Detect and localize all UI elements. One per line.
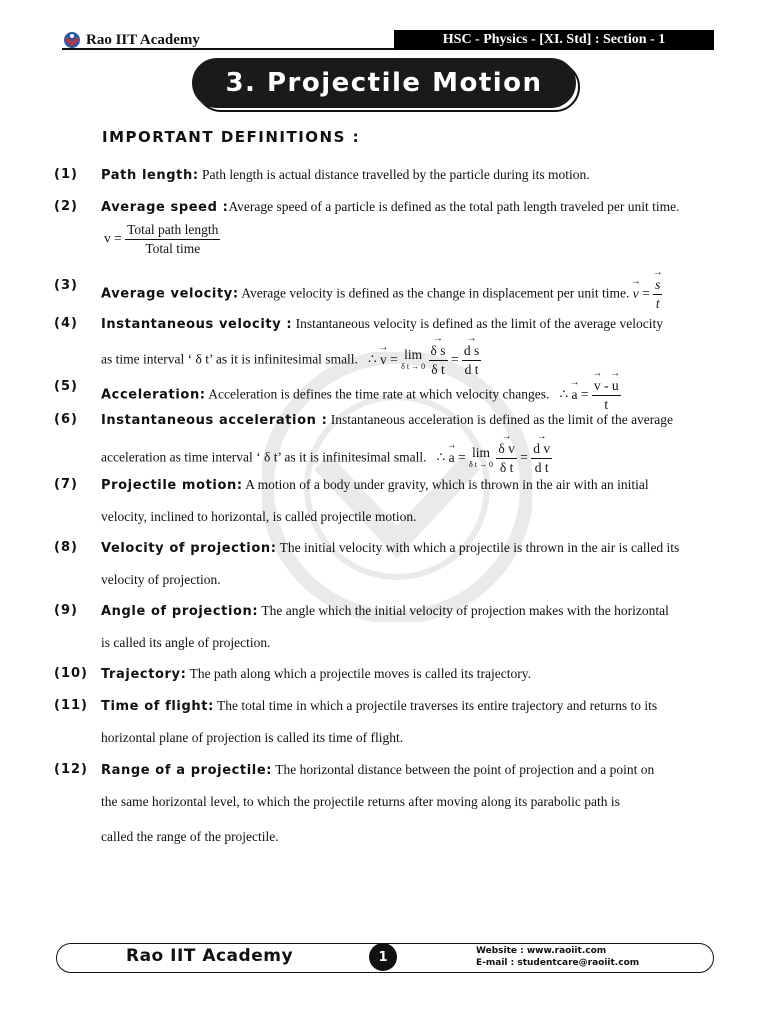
definition-term: Instantaneous velocity : <box>101 317 293 332</box>
formula-limit <box>468 444 493 471</box>
limit-subscript: δ t → 0 <box>468 459 493 469</box>
formula-equals: = <box>390 351 398 367</box>
definition-text-line3: called the range of the projectile. <box>101 829 279 844</box>
definition-text-line2: as time interval ‘ δ t’ as it is infinitesimal small. <box>101 351 358 367</box>
therefore-symbol: ∴ <box>436 449 446 465</box>
definition-term: Velocity of projection: <box>101 541 277 556</box>
formula-fraction <box>592 377 621 414</box>
definition-text: Acceleration is defines the time rate at which velocity changes. <box>205 386 550 402</box>
definition-text-line2: the same horizontal level, to which the projectile returns after moving along its parabolic path is <box>101 794 620 809</box>
formula-denominator-2: d t <box>464 362 479 377</box>
definition-number: (10) <box>54 666 88 681</box>
definition-text: Path length is actual distance travelled by the particle during its motion. <box>198 167 590 182</box>
definition-term: Range of a projectile: <box>101 763 273 778</box>
definition-term: Angle of projection: <box>101 604 259 619</box>
footer-website: Website : www.raoiit.com <box>476 946 607 956</box>
definition-term: Average speed : <box>101 200 229 215</box>
academy-logo <box>62 30 200 50</box>
definition-text: Average speed of a particle is defined as the total path length traveled per unit time. <box>228 199 680 214</box>
section-heading: IMPORTANT DEFINITIONS : <box>102 128 361 146</box>
definition-term: Trajectory: <box>101 667 187 682</box>
formula-equals-2: = <box>520 449 528 465</box>
academy-logo-icon <box>62 30 82 50</box>
formula-numerator: → δ s <box>429 342 448 361</box>
formula-denominator: δ t <box>499 460 514 475</box>
formula-a: → a <box>449 448 455 468</box>
definition-text: Instantaneous velocity is defined as the limit of the average velocity <box>292 316 663 331</box>
logo-text: Rao IIT Academy <box>86 31 200 48</box>
section-header: HSC - Physics - [XI. Std] : Section - 1 <box>394 30 714 50</box>
formula-denominator-2: d t <box>534 460 549 475</box>
definition-text-line2: acceleration as time interval ‘ δ t’ as it is infinitesimal small. <box>101 449 427 465</box>
limit-label: lim <box>471 444 490 460</box>
formula-fraction <box>496 440 517 477</box>
formula-limit <box>401 346 426 373</box>
formula-numerator: → v - → u <box>592 377 621 396</box>
definition-text-line2: velocity of projection. <box>101 572 221 587</box>
limit-label: lim <box>404 346 423 362</box>
formula-denominator: t <box>604 397 609 412</box>
footer-academy-name: Rao IIT Academy <box>126 946 294 966</box>
definition-number: (5) <box>54 379 78 394</box>
definition-text: Average velocity is defined as the change in displacement per unit time. <box>238 285 630 301</box>
formula-numerator-2: → d v <box>531 440 552 459</box>
formula-fraction <box>429 342 448 379</box>
formula-v: → v <box>380 350 387 370</box>
definition-number: (9) <box>54 603 78 618</box>
formula-fraction-2 <box>462 342 481 379</box>
formula-lhs: v = <box>104 230 122 246</box>
formula-denominator: δ t <box>431 362 445 377</box>
formula-equals-2: = <box>450 351 459 367</box>
formula-fraction-2 <box>531 440 552 477</box>
formula-equals: = <box>642 285 650 301</box>
definition-number: (2) <box>54 199 78 214</box>
definition-term: Projectile motion: <box>101 478 243 493</box>
definition-text: The horizontal distance between the point of projection and a point on <box>272 762 655 777</box>
formula-v: → v <box>633 286 639 301</box>
formula-fraction <box>125 221 220 258</box>
definition-number: (4) <box>54 316 78 331</box>
definition-text-line2: is called its angle of projection. <box>101 635 271 650</box>
formula-numerator: Total path length <box>125 221 220 240</box>
definition-number: (7) <box>54 477 78 492</box>
definition-number: (11) <box>54 698 88 713</box>
formula-a: → a <box>571 385 577 405</box>
formula-equals: = <box>457 449 466 465</box>
formula-denominator: t <box>655 296 660 311</box>
chapter-title: 3. Projectile Motion <box>192 58 576 108</box>
formula-fraction <box>653 276 662 313</box>
definition-text: The total time in which a projectile traverses its entire trajectory and returns to its <box>213 698 658 713</box>
formula-numerator-2: → d s <box>462 342 481 361</box>
limit-subscript: δ t → 0 <box>401 361 426 371</box>
definition-text: Instantaneous acceleration is defined as the limit of the average <box>327 412 674 427</box>
formula-numerator: → s <box>653 276 662 295</box>
definition-term: Path length: <box>101 168 199 183</box>
definition-text: The initial velocity with which a projectile is thrown in the air is called its <box>276 540 680 555</box>
definition-term: Average velocity: <box>101 286 239 302</box>
page-number: 1 <box>369 943 397 971</box>
footer-email: E-mail : studentcare@raoiit.com <box>476 958 640 968</box>
definition-number: (8) <box>54 540 78 555</box>
definition-text: The path along which a projectile moves is called its trajectory. <box>186 666 531 681</box>
definition-number: (3) <box>54 278 78 293</box>
definition-text-line2: velocity, inclined to horizontal, is called projectile motion. <box>101 509 417 524</box>
definition-text: The angle which the initial velocity of projection makes with the horizontal <box>258 603 669 618</box>
formula-denominator: Total time <box>145 241 201 256</box>
chapter-title-banner <box>192 58 576 108</box>
definition-text: A motion of a body under gravity, which is thrown in the air with an initial <box>242 477 649 492</box>
therefore-symbol: ∴ <box>368 351 377 367</box>
definition-term: Acceleration: <box>101 387 206 403</box>
definition-number: (6) <box>54 412 78 427</box>
definition-term: Time of flight: <box>101 699 214 714</box>
therefore-symbol: ∴ <box>559 386 569 402</box>
formula-numerator: → δ v <box>496 440 517 459</box>
definition-number: (12) <box>54 762 88 777</box>
definition-number: (1) <box>54 167 78 182</box>
definition-term: Instantaneous acceleration : <box>101 413 328 428</box>
definition-text-line2: horizontal plane of projection is called its time of flight. <box>101 730 404 745</box>
formula-equals: = <box>580 386 589 402</box>
